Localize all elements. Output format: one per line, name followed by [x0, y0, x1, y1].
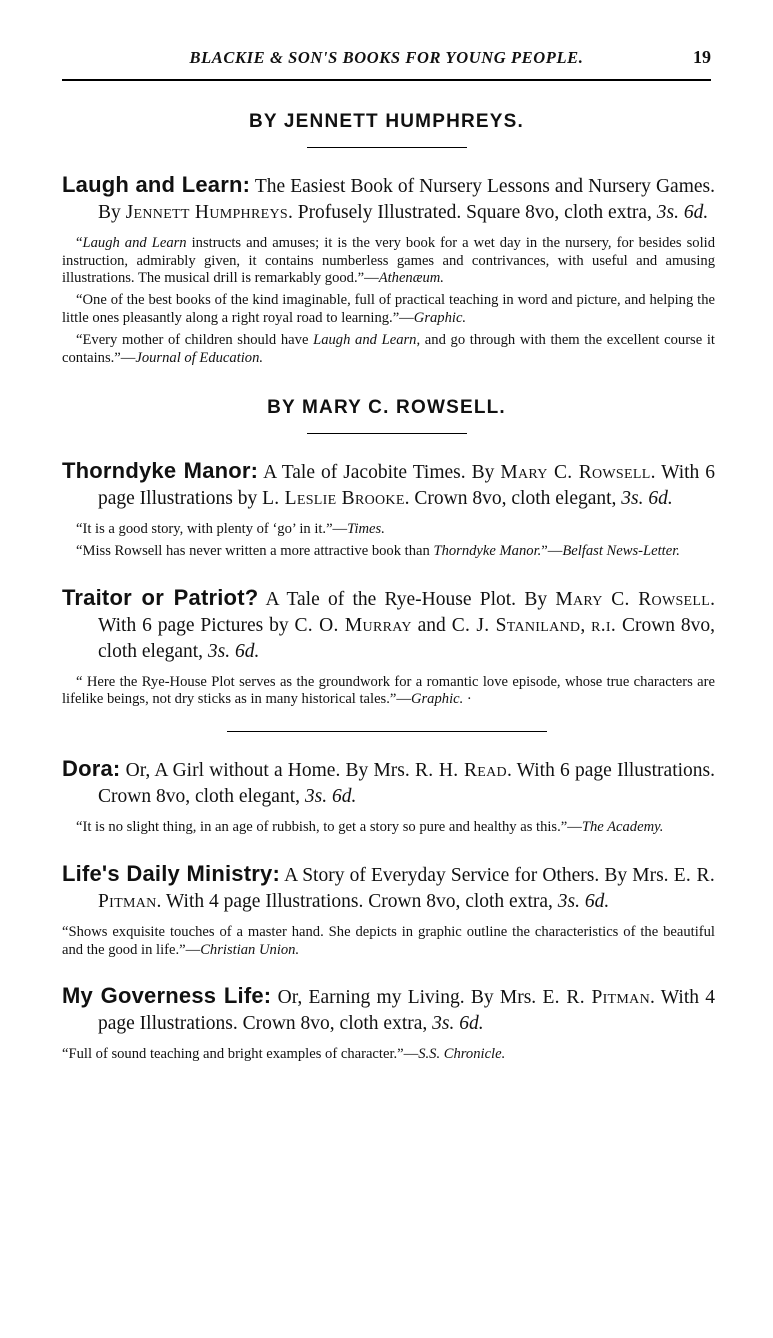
book-entry [40, 170, 733, 226]
review-fragment: The Academy. [581, 819, 664, 836]
book-title: Thorndyke Manor: [62, 458, 259, 484]
section-heading: BY MARY C. ROWSELL. [267, 397, 506, 419]
book-description-fragment: . Crown 8vo, cloth elegant, [404, 488, 622, 510]
review-quote [62, 292, 715, 328]
review-fragment: Graphic. [410, 691, 464, 708]
running-head-title: BLACKIE & SON'S BOOKS FOR YOUNG PEOPLE. [189, 48, 584, 67]
review-fragment: “It is no slight thing, in an age of rubbish, to get a story so pure and healthy as this.”— [76, 819, 582, 836]
review-quote [62, 924, 715, 960]
book-entry-text [62, 583, 715, 665]
book-description-fragment: . Profusely Illustrated. Square 8vo, cloth extra, [287, 201, 657, 223]
review-fragment: “ Here the Rye-House Plot serves as the groundwork for a romantic love episode, whose true characters are lifelike beings, not dry sticks as in many historical tales.”— [62, 673, 715, 708]
review-quote [62, 1046, 715, 1064]
page [0, 48, 773, 1338]
book-entry-text [62, 456, 715, 512]
page-number: 19 [693, 47, 711, 67]
review-quote [62, 674, 715, 710]
review-fragment: Laugh and Learn [82, 234, 187, 251]
book-reviews [40, 924, 733, 960]
review-fragment: Graphic. [413, 310, 467, 327]
review-fragment: , and go through with them the excellent course it contains.”— [62, 331, 715, 366]
review-fragment: S.S. Chronicle. [418, 1046, 506, 1063]
section-heading: BY JENNETT HUMPHREYS. [248, 111, 525, 132]
book-description-fragment: C. J. Staniland [451, 614, 581, 636]
review-fragment: Thorndyke Manor. [433, 543, 542, 560]
review-fragment: · [463, 691, 472, 708]
book-description-fragment: E. R. Pitman [542, 987, 650, 1009]
book-entry-text [62, 754, 715, 810]
book-entry [40, 859, 733, 915]
book-entry-text [62, 170, 715, 226]
review-fragment: Christian Union. [200, 941, 300, 958]
book-description-fragment: A Story of Everyday Service for Others. By Mrs. [280, 864, 674, 886]
book-reviews [40, 674, 733, 710]
book-description-fragment: C. O. Murray [294, 614, 412, 636]
book-listing [40, 111, 733, 1064]
review-fragment: Laugh and Learn [313, 331, 417, 348]
book-title: Life's Daily Ministry: [62, 860, 280, 886]
book-description-fragment: Crown 8vo, cloth elegant, [98, 614, 716, 662]
review-fragment: Athenæum. [378, 270, 444, 287]
review-fragment: instructs and amuses; it is the very book for a wet day in the nursery, for besides solid instruction, admirably given, it contains numberless games and contrivances, with useful and amusing illustrations. The musical drill is remarkably good.”— [62, 234, 715, 287]
review-quote [62, 543, 715, 561]
book-description-fragment: . With 6 page Illustrations. Crown 8vo, cloth elegant, [98, 760, 715, 808]
book-description-fragment: , [580, 614, 592, 636]
review-fragment: “ [76, 234, 83, 251]
section-rule [307, 147, 467, 148]
book-description-fragment: Mary C. Rowsell [555, 588, 711, 610]
book-description-fragment: R. H. Read [414, 760, 507, 782]
book-description-fragment: 3s. 6d. [557, 890, 610, 912]
book-entry [40, 981, 733, 1037]
review-fragment: “Shows exquisite touches of a master hand. She depicts in graphic outline the characteristics of the beautiful and the good in life.”— [62, 923, 715, 958]
book-description-fragment: . With 6 page Illustrations by [98, 462, 716, 510]
review-quote [62, 235, 715, 288]
book-description-fragment: 3s. 6d. [304, 786, 357, 808]
book-description-fragment: 3s. 6d. [656, 201, 709, 223]
header-rule [62, 79, 711, 81]
book-description-fragment: . With 4 page Illustrations. Crown 8vo, cloth extra, [98, 987, 715, 1035]
review-fragment: ”— [541, 543, 563, 560]
book-description-fragment: 3s. 6d. [621, 488, 673, 510]
book-title: My Governess Life: [62, 983, 272, 1009]
book-description-fragment: Mary C. Rowsell [500, 462, 651, 484]
book-description-fragment: Or, Earning my Living. By Mrs. [271, 987, 543, 1009]
book-title: Laugh and Learn: [62, 172, 251, 197]
book-description-fragment: and [411, 614, 452, 636]
review-quote [62, 332, 715, 368]
book-reviews [40, 1046, 733, 1064]
review-fragment: “It is a good story, with plenty of ‘go’ in it.”— [76, 521, 348, 538]
book-entry [40, 754, 733, 810]
book-entry [40, 583, 733, 665]
book-description-fragment: L. Leslie Brooke [262, 488, 405, 510]
book-reviews [40, 235, 733, 368]
book-description-fragment: Or, A Girl without a Home. By Mrs. [120, 760, 415, 782]
book-title: Dora: [62, 756, 121, 782]
book-description-fragment: . With 4 page Illustrations. Crown 8vo, cloth extra, [156, 890, 558, 912]
book-description-fragment: r.i. [591, 614, 617, 636]
review-fragment: “One of the best books of the kind imaginable, full of practical teaching in word and picture, and helping the little ones pleasantly along a right royal road to learning.”— [62, 292, 715, 327]
review-fragment: Belfast News-Letter. [562, 543, 680, 560]
review-quote [62, 521, 715, 539]
review-quote [62, 819, 715, 837]
review-fragment: “Miss Rowsell has never written a more attractive book than [76, 543, 434, 560]
book-description-fragment: E. R. Pitman [98, 864, 715, 912]
book-entry-text [62, 981, 715, 1037]
book-entry [40, 456, 733, 512]
book-description-fragment: Jennett Humphreys [125, 201, 288, 223]
book-description-fragment: A Tale of Jacobite Times. By [258, 462, 501, 484]
section-rule [307, 433, 467, 434]
book-description-fragment: The Easiest Book of Nursery Lessons and Nursery Games. By [98, 176, 716, 223]
running-head [40, 48, 733, 68]
review-fragment: Times. [347, 521, 385, 538]
book-title: Traitor or Patriot? [62, 584, 259, 610]
book-reviews [40, 521, 733, 561]
review-fragment: “Full of sound teaching and bright examples of character.”— [62, 1046, 419, 1063]
entry-divider-rule [227, 731, 547, 732]
book-description-fragment: 3s. 6d. [432, 1013, 484, 1035]
book-reviews [40, 819, 733, 837]
review-fragment: Journal of Education. [135, 349, 264, 366]
book-entry-text [62, 859, 715, 915]
book-description-fragment: A Tale of the Rye-House Plot. By [258, 588, 556, 610]
review-fragment: “Every mother of children should have [76, 331, 314, 348]
book-description-fragment: . With 6 page Pictures by [98, 588, 715, 636]
book-description-fragment: 3s. 6d. [207, 640, 260, 662]
